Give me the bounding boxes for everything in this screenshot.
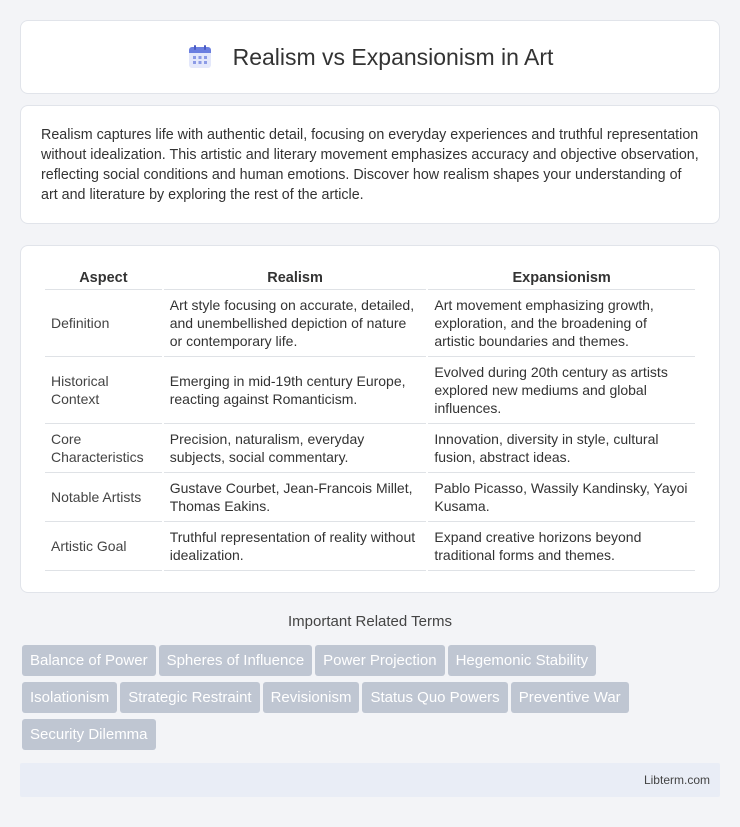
- table-row: [45, 522, 695, 571]
- related-term-tag[interactable]: Strategic Restraint: [120, 682, 259, 713]
- realism-cell: Art style focusing on accurate, detailed, and unembellished depiction of nature or contemporary life.: [164, 290, 427, 357]
- footer-bar: [20, 763, 720, 797]
- table-row: [45, 290, 695, 357]
- aspect-cell: Notable Artists: [45, 473, 162, 522]
- related-term-tag[interactable]: Power Projection: [315, 645, 444, 676]
- realism-cell: Gustave Courbet, Jean-Francois Millet, Thomas Eakins.: [164, 473, 427, 522]
- related-term-tag[interactable]: Spheres of Influence: [159, 645, 313, 676]
- related-terms-list: [22, 645, 722, 756]
- intro-card: [20, 105, 720, 224]
- column-header-aspect: Aspect: [45, 266, 162, 290]
- related-term-tag[interactable]: Balance of Power: [22, 645, 156, 676]
- related-term-tag[interactable]: Isolationism: [22, 682, 117, 713]
- aspect-cell: Definition: [45, 290, 162, 357]
- aspect-cell: Artistic Goal: [45, 522, 162, 571]
- column-header-realism: Realism: [164, 266, 427, 290]
- calendar-grid-icon: [187, 44, 213, 70]
- page-title: Realism vs Expansionism in Art: [232, 43, 554, 70]
- realism-cell: Precision, naturalism, everyday subjects, social commentary.: [164, 424, 427, 473]
- expansionism-cell: Innovation, diversity in style, cultural fusion, abstract ideas.: [428, 424, 695, 473]
- table-row: [45, 424, 695, 473]
- related-term-tag[interactable]: Revisionism: [263, 682, 360, 713]
- expansionism-cell: Evolved during 20th century as artists explored new mediums and global influences.: [428, 357, 695, 424]
- expansionism-cell: Pablo Picasso, Wassily Kandinsky, Yayoi Kusama.: [428, 473, 695, 522]
- table-header-row: [45, 266, 695, 290]
- comparison-card: [20, 245, 720, 593]
- expansionism-cell: Art movement emphasizing growth, exploration, and the broadening of artistic boundaries and themes.: [428, 290, 695, 357]
- related-term-tag[interactable]: Preventive War: [511, 682, 629, 713]
- comparison-table: [43, 266, 697, 571]
- column-header-expansionism: Expansionism: [428, 266, 695, 290]
- expansionism-cell: Expand creative horizons beyond traditional forms and themes.: [428, 522, 695, 571]
- header-card: [20, 20, 720, 94]
- aspect-cell: Core Characteristics: [45, 424, 162, 473]
- related-term-tag[interactable]: Status Quo Powers: [362, 682, 507, 713]
- footer-brand-link[interactable]: Libterm.com: [643, 773, 710, 787]
- related-term-tag[interactable]: Security Dilemma: [22, 719, 156, 750]
- table-row: [45, 357, 695, 424]
- realism-cell: Truthful representation of reality without idealization.: [164, 522, 427, 571]
- intro-text: Realism captures life with authentic detail, focusing on everyday experiences and truthful representation without idealization. This artistic and literary movement emphasizes accuracy and objective observation, reflecting social conditions and human emotions. Discover how realism shapes your understanding of art and literature by exploring the rest of the article.: [41, 127, 699, 203]
- related-term-tag[interactable]: Hegemonic Stability: [448, 645, 597, 676]
- related-terms-title: Important Related Terms: [288, 613, 452, 630]
- aspect-cell: Historical Context: [45, 357, 162, 424]
- table-row: [45, 473, 695, 522]
- realism-cell: Emerging in mid-19th century Europe, reacting against Romanticism.: [164, 357, 427, 424]
